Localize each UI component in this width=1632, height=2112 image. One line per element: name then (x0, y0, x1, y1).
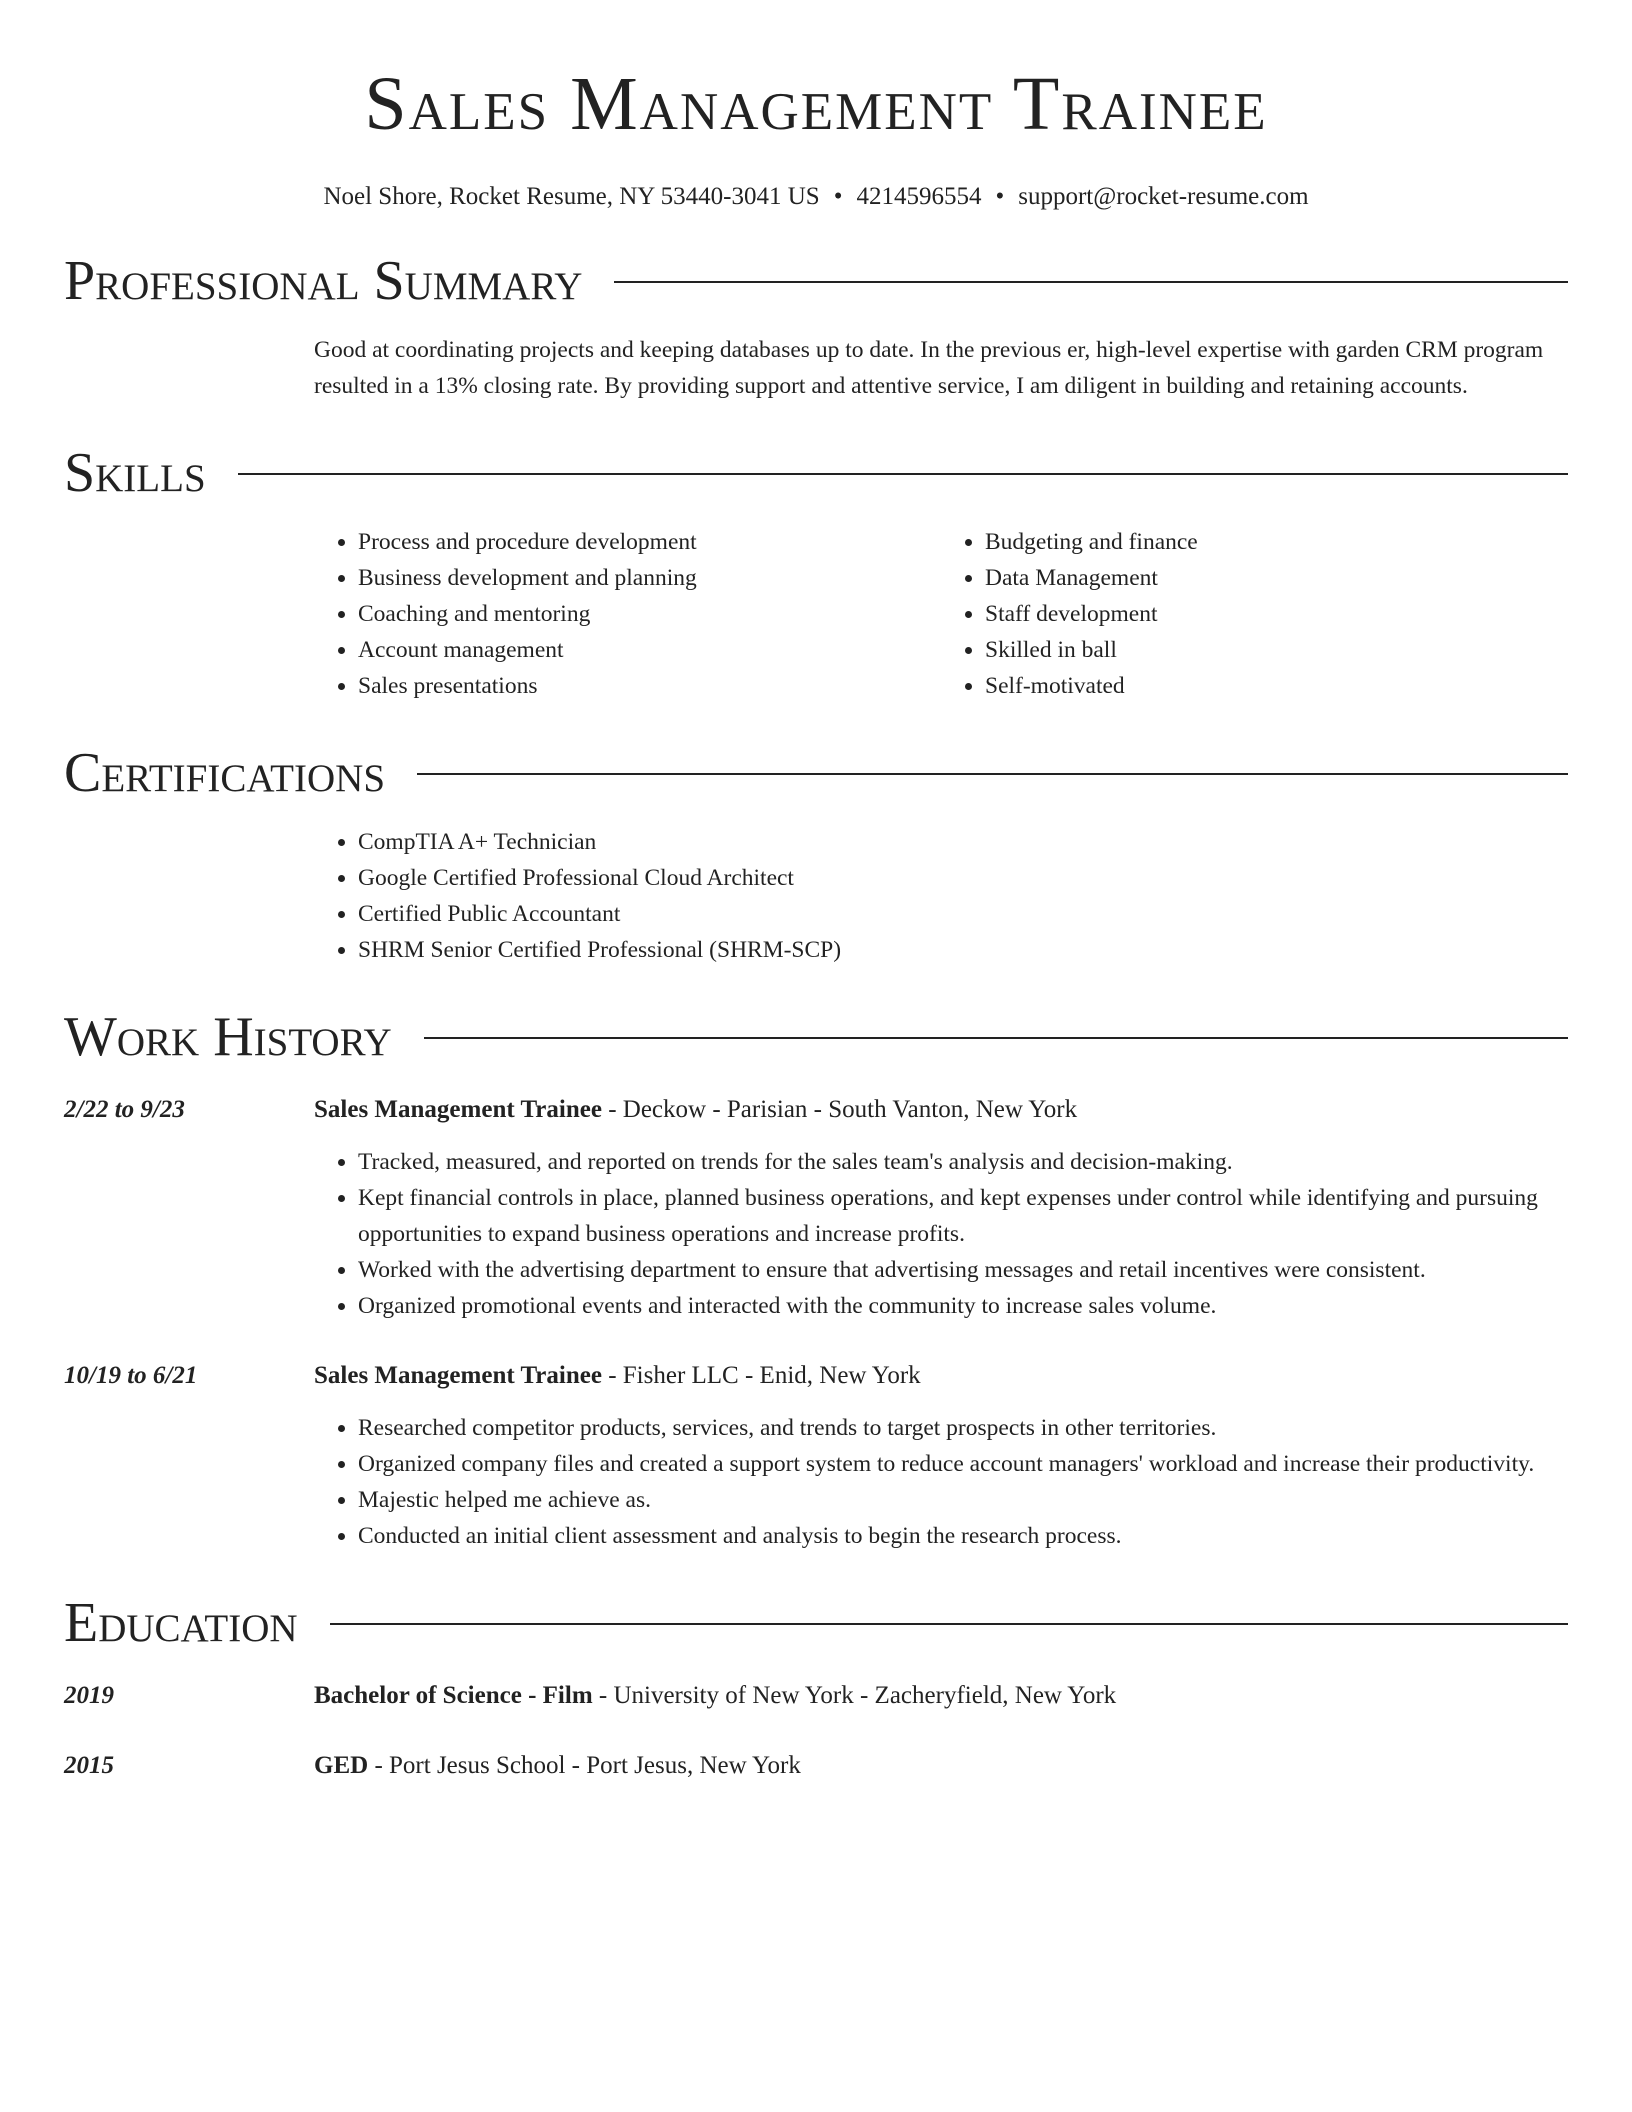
section-title: Education (64, 1592, 298, 1654)
certifications-body (314, 824, 1568, 968)
work-bullet: • Majestic helped me achieve as. (358, 1482, 1568, 1518)
work-details (314, 1358, 1568, 1554)
contact-email[interactable]: support@rocket-resume.com (1018, 183, 1309, 210)
work-date: 10/19 to 6/21 (64, 1362, 198, 1389)
section-header (64, 440, 1568, 506)
work-details (314, 1092, 1568, 1324)
section-header (64, 1004, 1568, 1070)
work-bullet: • Kept financial controls in place, planned business operations, and kept expenses under control while identifying and pursuing opportunities to expand business operations and increase profits. (358, 1180, 1568, 1252)
work-role: Sales Management Trainee (314, 1362, 602, 1389)
certification-item: • SHRM Senior Certified Professional (SHRM-SCP) (358, 932, 1568, 968)
work-bullets (314, 1410, 1568, 1554)
work-entry (64, 1358, 1568, 1554)
education-details (314, 1748, 1568, 1784)
education-degree: Bachelor of Science - Film (314, 1682, 593, 1709)
education-degree: GED (314, 1752, 369, 1779)
work-company: - Deckow - Parisian - South Vanton, New York (601, 1096, 1078, 1123)
certifications-list (314, 824, 1568, 968)
skill-item: • Process and procedure development (358, 524, 941, 560)
education-heading (314, 1678, 1568, 1714)
summary-text: Good at coordinating projects and keeping databases up to date. In the previous er, high-level expertise with garden CRM program resulted in a 13% closing rate. By providing support and attentive service, I am diligent in building and retaining accounts. (314, 337, 1544, 399)
work-entry (64, 1092, 1568, 1324)
work-bullet: • Researched competitor products, services, and trends to target prospects in other territories. (358, 1410, 1568, 1446)
work-bullet: • Tracked, measured, and reported on trends for the sales team's analysis and decision-making. (358, 1144, 1568, 1180)
section-title: Certifications (64, 742, 386, 804)
education-school: - University of New York - Zacheryfield, New York (592, 1682, 1117, 1709)
skill-item: • Skilled in ball (985, 632, 1568, 668)
skill-item: • Sales presentations (358, 668, 941, 704)
work-role: Sales Management Trainee (314, 1096, 602, 1123)
education-date: 2019 (64, 1682, 114, 1709)
skills-list-right (941, 524, 1568, 704)
work-bullet: • Organized company files and created a support system to reduce account managers' workload and increase their productivity. (358, 1446, 1568, 1482)
work-bullet: • Organized promotional events and interacted with the community to increase sales volume. (358, 1288, 1568, 1324)
work-bullet: • Worked with the advertising department to ensure that advertising messages and retail incentives were consistent. (358, 1252, 1568, 1288)
certifications-section (64, 740, 1568, 968)
skills-list-left (314, 524, 941, 704)
education-details (314, 1678, 1568, 1714)
contact-address: Noel Shore, Rocket Resume, NY 53440-3041 US (323, 183, 820, 210)
contact-separator: • (995, 183, 1005, 210)
education-entry (64, 1748, 1568, 1784)
work-company: - Fisher LLC - Enid, New York (601, 1362, 921, 1389)
section-header (64, 248, 1568, 314)
work-heading (314, 1358, 1568, 1394)
section-divider (424, 1037, 1568, 1039)
work-bullets (314, 1144, 1568, 1324)
section-title: Work History (64, 1006, 392, 1068)
skill-item: • Staff development (985, 596, 1568, 632)
section-header (64, 740, 1568, 806)
certification-item: • CompTIA A+ Technician (358, 824, 1568, 860)
section-title: Skills (64, 442, 206, 504)
section-divider (417, 773, 1568, 775)
education-section (64, 1590, 1568, 1784)
section-title: Professional Summary (64, 250, 583, 312)
contact-separator: • (833, 183, 843, 210)
skill-item: • Data Management (985, 560, 1568, 596)
work-bullet: • Conducted an initial client assessment and analysis to begin the research process. (358, 1518, 1568, 1554)
skill-item: • Coaching and mentoring (358, 596, 941, 632)
contact-phone: 4214596554 (856, 183, 982, 210)
contact-line (64, 182, 1568, 212)
section-divider (238, 473, 1568, 475)
certification-item: • Google Certified Professional Cloud Architect (358, 860, 1568, 896)
work-heading (314, 1092, 1568, 1128)
skills-section (64, 440, 1568, 704)
skill-item: • Self-motivated (985, 668, 1568, 704)
work-date: 2/22 to 9/23 (64, 1096, 185, 1123)
resume-name: Sales Management Trainee (364, 62, 1268, 146)
education-heading (314, 1748, 1568, 1784)
skill-item: • Business development and planning (358, 560, 941, 596)
skill-item: • Budgeting and finance (985, 524, 1568, 560)
section-divider (330, 1623, 1568, 1625)
summary-section (64, 248, 1568, 404)
skills-grid (314, 524, 1568, 704)
education-school: - Port Jesus School - Port Jesus, New York (368, 1752, 801, 1779)
work-history-section (64, 1004, 1568, 1554)
section-divider (614, 281, 1568, 283)
education-date: 2015 (64, 1752, 114, 1779)
skill-item: • Account management (358, 632, 941, 668)
certification-item: • Certified Public Accountant (358, 896, 1568, 932)
education-entry (64, 1678, 1568, 1714)
section-header (64, 1590, 1568, 1656)
